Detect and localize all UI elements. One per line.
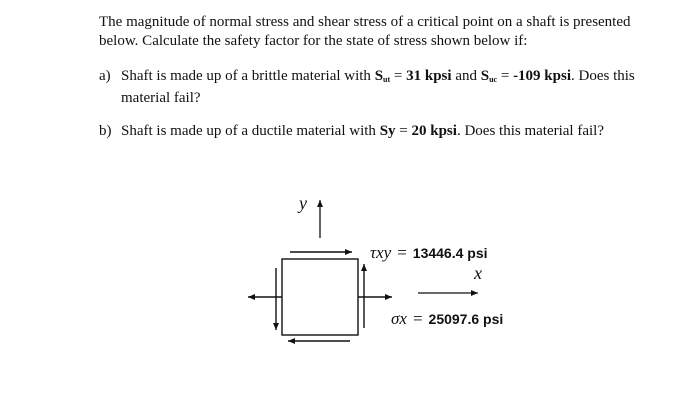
x-axis-label: x (474, 263, 482, 283)
sigma-x-symbol: σx (391, 309, 407, 328)
question-a-label: a) (99, 68, 111, 84)
question-b-text-start: Shaft is made up of a ductile material with (121, 123, 380, 139)
suc-equals: = (497, 68, 514, 84)
shear-stress-value: 13446.4 psi (412, 245, 488, 261)
suc-value: -109 kpsi (513, 68, 571, 84)
sut-value: 31 kpsi (406, 68, 452, 84)
suc-subscript: uc (489, 75, 498, 84)
sut-subscript: ut (383, 75, 391, 84)
problem-intro: The magnitude of normal stress and shear stress of a critical point on a shaft is presented below. Calculate the safety factor for the state of stress shown below if: (99, 14, 631, 49)
question-a-text-start: Shaft is made up of a brittle material with (121, 68, 375, 84)
sy-value: 20 kpsi (411, 123, 457, 139)
shear-equals: = (397, 243, 407, 262)
sut-symbol-letter: S (374, 68, 384, 84)
stress-element-square (282, 259, 358, 335)
question-a-text-end: . Does this material fail? (121, 68, 635, 106)
normal-equals: = (412, 309, 423, 328)
tau-xy-symbol: τxy (370, 243, 392, 262)
sy-equals: = (395, 123, 412, 139)
shear-stress-label (370, 243, 488, 263)
sy-symbol: Sy (379, 123, 396, 139)
normal-stress-value: 25097.6 psi (428, 311, 504, 327)
question-b-text-end: . Does this material fail? (456, 123, 604, 139)
normal-stress-label (391, 309, 503, 329)
question-a-and: and (451, 68, 481, 84)
question-b-label: b) (99, 123, 112, 139)
suc-symbol-letter: S (480, 68, 490, 84)
y-axis-label: y (299, 193, 307, 213)
sut-equals: = (390, 68, 407, 84)
